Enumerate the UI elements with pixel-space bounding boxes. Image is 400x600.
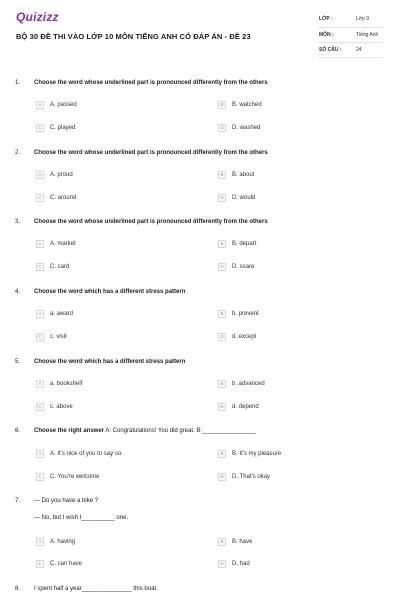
- option-text: d. except: [232, 333, 257, 340]
- option-c[interactable]: [36, 123, 75, 132]
- option-letter: B: [218, 240, 226, 248]
- question-text: Choose the word whose underlined part is pronounced differently from the others: [34, 219, 268, 225]
- option-letter: C: [36, 124, 44, 132]
- question-text: Choose the word which has a different stress pattern: [34, 289, 186, 295]
- question-number: 7.: [15, 498, 21, 504]
- option-a[interactable]: [36, 170, 73, 179]
- option-letter: B: [218, 310, 226, 318]
- option-letter: A: [36, 380, 44, 388]
- option-text: b. prevent: [232, 310, 259, 317]
- option-text: B. depart: [232, 240, 257, 247]
- option-text: B. watched: [232, 101, 262, 108]
- meta-label-subject: MÔN :: [319, 32, 334, 38]
- option-d[interactable]: [218, 402, 259, 411]
- question-dialogue-line: — Do you have a bike ?: [34, 498, 99, 504]
- option-letter: D: [218, 473, 226, 481]
- option-letter: A: [36, 171, 44, 179]
- meta-divider: [319, 57, 383, 58]
- option-c[interactable]: [36, 472, 100, 481]
- question-instruction: Choose the right answer: [34, 428, 105, 434]
- option-b[interactable]: [218, 309, 259, 318]
- question-number: 3.: [15, 219, 21, 225]
- option-text: C. around: [50, 194, 77, 201]
- option-text: d. depend: [232, 403, 259, 410]
- option-a[interactable]: [36, 537, 75, 546]
- option-a[interactable]: [36, 449, 123, 458]
- option-c[interactable]: [36, 262, 69, 271]
- option-d[interactable]: [218, 559, 250, 568]
- document-title: BỘ 30 ĐỀ THI VÀO LỚP 10 MÔN TIẾNG ANH CÓ ĐÁP ÁN - ĐỀ 23: [16, 32, 251, 41]
- option-text: C. You're welcome: [50, 473, 100, 480]
- option-text: D. scare: [232, 263, 255, 270]
- option-b[interactable]: [218, 449, 281, 458]
- option-a[interactable]: [36, 239, 76, 248]
- meta-value-subject: Tiếng Anh: [356, 32, 379, 38]
- option-text: b. advanced: [232, 380, 265, 387]
- option-letter: B: [218, 450, 226, 458]
- option-b[interactable]: [218, 537, 252, 546]
- option-d[interactable]: [218, 123, 260, 132]
- option-letter: C: [36, 560, 44, 568]
- option-letter: B: [218, 101, 226, 109]
- question-number: 5.: [15, 359, 21, 365]
- option-b[interactable]: [218, 100, 262, 109]
- option-text: B. have: [232, 538, 253, 545]
- option-c[interactable]: [36, 332, 67, 341]
- option-letter: A: [36, 240, 44, 248]
- option-text: A. having: [50, 538, 76, 545]
- question-number: 6.: [15, 428, 21, 434]
- question-text: Choose the word whose underlined part is pronounced differently from the others: [34, 150, 268, 156]
- option-c[interactable]: [36, 193, 76, 202]
- option-letter: A: [36, 538, 44, 546]
- meta-label-class: LỚP :: [319, 16, 333, 22]
- option-c[interactable]: [36, 402, 73, 411]
- meta-value-count: 24: [356, 47, 362, 53]
- option-text: D. would: [232, 194, 256, 201]
- meta-divider: [319, 27, 383, 28]
- question-text: I spent half a year_______________ this boat.: [34, 586, 158, 592]
- option-b[interactable]: [218, 379, 265, 388]
- option-text: B. about: [232, 171, 255, 178]
- quizizz-logo: Quizizz: [16, 10, 59, 24]
- meta-label-count: SỐ CÂU :: [319, 47, 342, 53]
- option-letter: C: [36, 263, 44, 271]
- option-text: a. bookshelf: [50, 380, 83, 387]
- option-text: A. It's nice of you to say so.: [50, 450, 123, 457]
- question-dialogue-line: — No, but I wish I__________ one.: [34, 515, 129, 521]
- option-letter: C: [36, 473, 44, 481]
- option-d[interactable]: [218, 193, 255, 202]
- option-letter: B: [218, 538, 226, 546]
- question-number: 8.: [15, 586, 21, 592]
- option-text: c. above: [50, 403, 73, 410]
- meta-value-class: Lớp 9: [356, 16, 370, 22]
- option-letter: D: [218, 124, 226, 132]
- option-text: a. award: [50, 310, 74, 317]
- question-number: 2.: [15, 150, 21, 156]
- meta-divider: [319, 42, 383, 43]
- option-text: A. passed: [50, 101, 77, 108]
- option-b[interactable]: [218, 170, 254, 179]
- option-text: D. That's okay: [232, 473, 271, 480]
- option-text: D. had: [232, 560, 250, 567]
- option-letter: D: [218, 403, 226, 411]
- option-letter: C: [36, 194, 44, 202]
- document-header: [0, 0, 400, 70]
- option-letter: D: [218, 560, 226, 568]
- option-d[interactable]: [218, 332, 256, 341]
- option-text: C. played: [50, 124, 76, 131]
- option-letter: D: [218, 263, 226, 271]
- option-a[interactable]: [36, 379, 82, 388]
- question-prompt: A: Congratulations! You did great. B:________________: [104, 428, 256, 434]
- option-text: c. visit: [50, 333, 67, 340]
- option-d[interactable]: [218, 262, 254, 271]
- question-text: Choose the word which has a different stress pattern: [34, 359, 186, 365]
- option-text: C. can have: [50, 560, 83, 567]
- option-letter: A: [36, 310, 44, 318]
- option-letter: C: [36, 403, 44, 411]
- option-letter: D: [218, 333, 226, 341]
- option-letter: A: [36, 101, 44, 109]
- question-text: Choose the word whose underlined part is pronounced differently from the others: [34, 80, 268, 86]
- question-number: 4.: [15, 289, 21, 295]
- option-a[interactable]: [36, 100, 77, 109]
- option-letter: B: [218, 380, 226, 388]
- question-number: 1.: [15, 80, 21, 86]
- option-text: C. card: [50, 263, 70, 270]
- option-a[interactable]: [36, 309, 73, 318]
- option-c[interactable]: [36, 559, 82, 568]
- option-letter: B: [218, 171, 226, 179]
- option-letter: C: [36, 333, 44, 341]
- option-text: B. It's my pleasure: [232, 450, 282, 457]
- option-text: A. market: [50, 240, 76, 247]
- option-text: D. washed: [232, 124, 261, 131]
- option-text: A. proud: [50, 171, 73, 178]
- option-letter: A: [36, 450, 44, 458]
- question-text: [34, 428, 255, 434]
- option-d[interactable]: [218, 472, 270, 481]
- option-b[interactable]: [218, 239, 256, 248]
- option-letter: D: [218, 194, 226, 202]
